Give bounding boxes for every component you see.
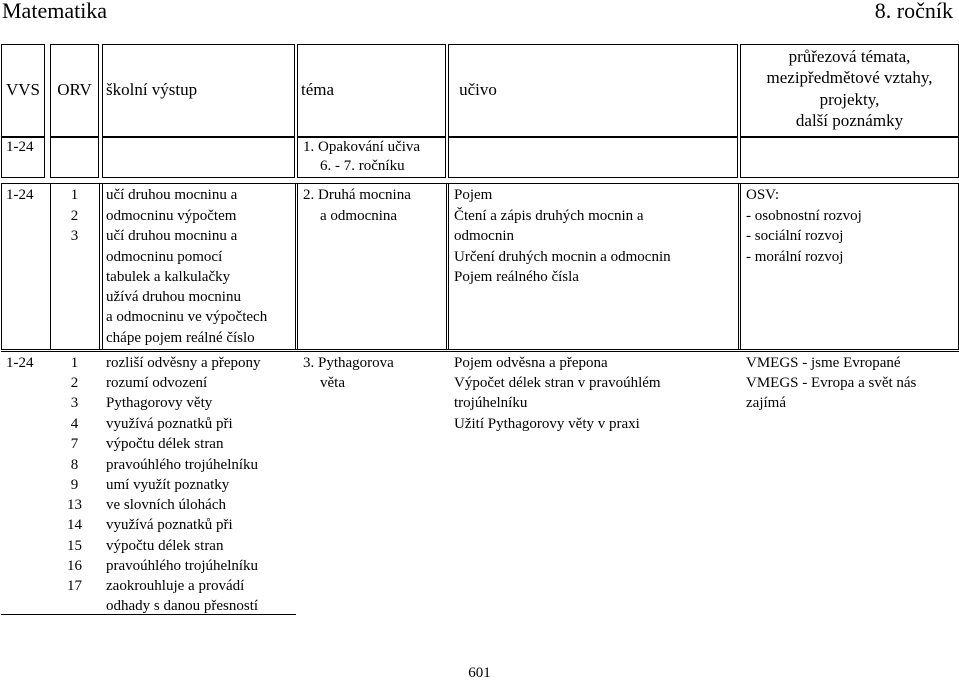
output-line: pravoúhlého trojúhelníku (106, 457, 259, 473)
col-header-orv: ORV (57, 80, 92, 99)
topic-line: 6. - 7. ročníku (320, 158, 405, 174)
cross-line: - osobnostní rozvoj (746, 208, 862, 224)
topic-line: a odmocnina (320, 208, 398, 224)
output-line: učí druhou mocninu a (106, 228, 238, 244)
output-line: umí využít poznatky (106, 477, 230, 493)
content-line: Pojem odvěsna a přepona (454, 355, 608, 371)
output-line: pravoúhlého trojúhelníku (106, 558, 259, 574)
output-line: učí druhou mocninu a (106, 187, 238, 203)
output-line: odhady s danou přesností (106, 598, 259, 614)
orv-cell: 3 (70, 228, 79, 244)
col-header-content: učivo (459, 80, 497, 99)
output-line: rozliší odvěsny a přepony (106, 355, 261, 371)
content-line: Pojem (454, 187, 493, 203)
cross-line: zajímá (746, 395, 786, 411)
col-header-output: školní výstup (106, 80, 198, 99)
cross-line: VMEGS - jsme Evropané (746, 355, 901, 371)
content-line: odmocnin (454, 228, 514, 244)
cross-line: - sociální rozvoj (746, 228, 844, 244)
topic-line: věta (320, 375, 345, 391)
output-line: odmocninu pomocí (106, 249, 223, 265)
col-header-cross-2: mezipředmětové vztahy, (766, 68, 933, 87)
content-line: trojúhelníku (454, 395, 528, 411)
content-line: Čtení a zápis druhých mocnin a (454, 208, 644, 224)
content-line: Určení druhých mocnin a odmocnin (454, 249, 671, 265)
orv-cell: 4 (70, 416, 79, 432)
orv-cell: 14 (67, 517, 82, 533)
orv-cell: 16 (67, 558, 82, 574)
document-title: Matematika (2, 0, 108, 23)
output-line: chápe pojem reálné číslo (106, 330, 255, 346)
orv-cell: 2 (70, 375, 79, 391)
topic-line: 2. Druhá mocnina (303, 187, 411, 203)
output-line: a odmocninu ve výpočtech (106, 309, 268, 325)
output-line: Pythagorovy věty (106, 395, 213, 411)
grade-label: 8. ročník (874, 0, 953, 23)
orv-cell: 8 (70, 457, 79, 473)
vvs-cell: 1-24 (6, 187, 34, 203)
vvs-cell: 1-24 (6, 355, 34, 371)
output-line: tabulek a kalkulačky (106, 269, 231, 285)
content-line: Užití Pythagorovy věty v praxi (454, 416, 640, 432)
orv-cell: 2 (70, 208, 79, 224)
topic-line: 1. Opakování učiva (303, 139, 421, 155)
output-line: využívá poznatků při (106, 517, 233, 533)
page-number: 601 (468, 665, 491, 681)
orv-cell: 15 (67, 538, 82, 554)
vvs-cell: 1-24 (6, 139, 34, 155)
col-header-cross-1: průřezová témata, (788, 47, 911, 66)
orv-cell: 3 (70, 395, 79, 411)
orv-cell: 7 (70, 436, 79, 452)
topic-line: 3. Pythagorova (303, 355, 394, 371)
cross-line: OSV: (746, 187, 780, 203)
content-line: Výpočet délek stran v pravoúhlém (454, 375, 661, 391)
col-header-cross-3: projekty, (819, 90, 880, 109)
output-line: výpočtu délek stran (106, 538, 224, 554)
orv-cell: 9 (70, 477, 79, 493)
orv-cell: 17 (67, 578, 82, 594)
orv-cell: 13 (67, 497, 82, 513)
orv-cell: 1 (70, 187, 79, 203)
content-line: Pojem reálného čísla (454, 269, 579, 285)
output-line: využívá poznatků při (106, 416, 233, 432)
output-line: ve slovních úlohách (106, 497, 226, 513)
output-line: odmocninu výpočtem (106, 208, 237, 224)
output-line: užívá druhou mocninu (106, 289, 241, 305)
cross-line: - morální rozvoj (746, 249, 844, 265)
col-header-vvs: VVS (5, 80, 40, 99)
col-header-cross-4: další poznámky (795, 111, 904, 130)
output-line: zaokrouhluje a provádí (106, 578, 245, 594)
col-header-topic: téma (301, 80, 335, 99)
output-line: rozumí odvození (106, 375, 208, 391)
orv-cell: 1 (70, 355, 79, 371)
cross-line: VMEGS - Evropa a svět nás (746, 375, 917, 391)
output-line: výpočtu délek stran (106, 436, 224, 452)
